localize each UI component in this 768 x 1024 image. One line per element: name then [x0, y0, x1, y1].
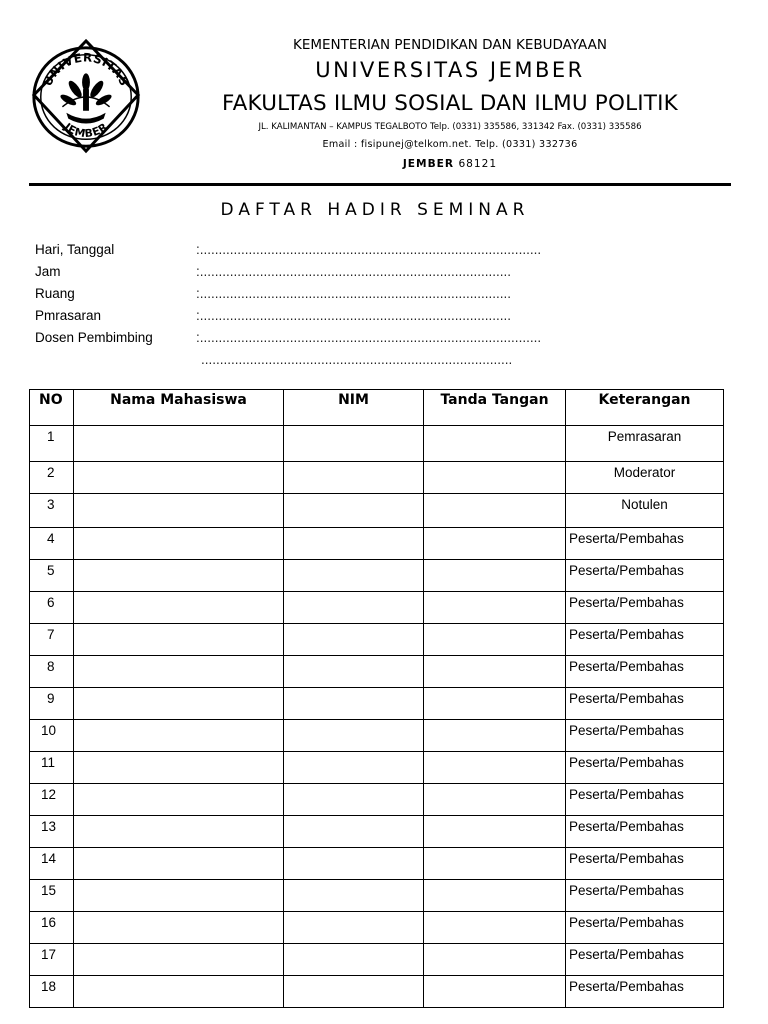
signature-cell[interactable]: [424, 624, 566, 656]
table-row: [30, 426, 724, 462]
info-fill-line: :...........................................................................................: [196, 242, 542, 257]
table-row: [30, 880, 724, 912]
remarks-cell: Peserta/Pembahas: [566, 752, 724, 784]
university-seal-icon: [27, 38, 145, 156]
nim-cell[interactable]: [284, 784, 424, 816]
nim-cell[interactable]: [284, 912, 424, 944]
row-number: 11: [30, 752, 74, 784]
table-row: [30, 528, 724, 560]
city-name: JEMBER: [402, 158, 455, 170]
column-header-no: NO: [30, 390, 74, 426]
info-label: Jam: [35, 264, 61, 279]
row-number: 5: [30, 560, 74, 592]
table-row: [30, 944, 724, 976]
table-row: [30, 752, 724, 784]
student-name-cell[interactable]: [74, 656, 284, 688]
postcode: 68121: [458, 158, 498, 170]
info-label: Hari, Tanggal: [35, 242, 115, 257]
row-number: 16: [30, 912, 74, 944]
faculty-name: FAKULTAS ILMU SOSIAL DAN ILMU POLITIK: [222, 91, 678, 116]
remarks-cell: Peserta/Pembahas: [566, 624, 724, 656]
signature-cell[interactable]: [424, 462, 566, 494]
column-header-nim: NIM: [284, 390, 424, 426]
student-name-cell[interactable]: [74, 688, 284, 720]
info-label: Pmrasaran: [35, 308, 102, 323]
nim-cell[interactable]: [284, 426, 424, 462]
table-row: [30, 688, 724, 720]
row-number: 8: [30, 656, 74, 688]
signature-cell[interactable]: [424, 880, 566, 912]
nim-cell[interactable]: [284, 656, 424, 688]
signature-cell[interactable]: [424, 752, 566, 784]
nim-cell[interactable]: [284, 592, 424, 624]
ministry-name: KEMENTERIAN PENDIDIKAN DAN KEBUDAYAAN: [293, 37, 607, 53]
remarks-cell: Peserta/Pembahas: [566, 560, 724, 592]
table-row: [30, 720, 724, 752]
student-name-cell[interactable]: [74, 528, 284, 560]
nim-cell[interactable]: [284, 688, 424, 720]
student-name-cell[interactable]: [74, 944, 284, 976]
table-row: [30, 656, 724, 688]
nim-cell[interactable]: [284, 560, 424, 592]
row-number: 13: [30, 816, 74, 848]
remarks-cell: Moderator: [566, 462, 724, 494]
table-row: [30, 816, 724, 848]
letterhead: [0, 0, 768, 190]
row-number: 7: [30, 624, 74, 656]
student-name-cell[interactable]: [74, 560, 284, 592]
signature-cell[interactable]: [424, 784, 566, 816]
row-number: 4: [30, 528, 74, 560]
info-fill-line: :...................................................................................: [196, 308, 512, 323]
student-name-cell[interactable]: [74, 912, 284, 944]
table-row: [30, 624, 724, 656]
table-row: [30, 848, 724, 880]
signature-cell[interactable]: [424, 426, 566, 462]
student-name-cell[interactable]: [74, 816, 284, 848]
signature-cell[interactable]: [424, 656, 566, 688]
row-number: 18: [30, 976, 74, 1008]
university-name: UNIVERSITAS JEMBER: [315, 58, 585, 82]
row-number: 10: [30, 720, 74, 752]
signature-cell[interactable]: [424, 528, 566, 560]
info-label: Ruang: [35, 286, 75, 301]
student-name-cell[interactable]: [74, 784, 284, 816]
nim-cell[interactable]: [284, 494, 424, 528]
nim-cell[interactable]: [284, 462, 424, 494]
signature-cell[interactable]: [424, 494, 566, 528]
table-row: [30, 784, 724, 816]
signature-cell[interactable]: [424, 560, 566, 592]
remarks-cell: Peserta/Pembahas: [566, 976, 724, 1008]
info-fill-line: :...................................................................................: [196, 286, 512, 301]
remarks-cell: Peserta/Pembahas: [566, 912, 724, 944]
info-label: Dosen Pembimbing: [35, 330, 153, 345]
seal-text-bottom: JEMBER: [61, 120, 111, 141]
student-name-cell[interactable]: [74, 848, 284, 880]
table-row: [30, 912, 724, 944]
student-name-cell[interactable]: [74, 720, 284, 752]
remarks-cell: Peserta/Pembahas: [566, 592, 724, 624]
student-name-cell[interactable]: [74, 752, 284, 784]
remarks-cell: Pemrasaran: [566, 426, 724, 462]
student-name-cell[interactable]: [74, 426, 284, 462]
remarks-cell: Peserta/Pembahas: [566, 720, 724, 752]
row-number: 2: [30, 462, 74, 494]
student-name-cell[interactable]: [74, 624, 284, 656]
column-header-remarks: Keterangan: [566, 390, 724, 426]
nim-cell[interactable]: [284, 880, 424, 912]
table-row: [30, 592, 724, 624]
remarks-cell: Peserta/Pembahas: [566, 688, 724, 720]
nim-cell[interactable]: [284, 624, 424, 656]
nim-cell[interactable]: [284, 848, 424, 880]
row-number: 15: [30, 880, 74, 912]
row-number: 12: [30, 784, 74, 816]
signature-cell[interactable]: [424, 976, 566, 1008]
table-row: [30, 976, 724, 1008]
nim-cell[interactable]: [284, 944, 424, 976]
remarks-cell: Notulen: [566, 494, 724, 528]
signature-cell[interactable]: [424, 688, 566, 720]
info-extra-fill-line: ...................................................................................: [201, 352, 513, 367]
student-name-cell[interactable]: [74, 976, 284, 1008]
student-name-cell[interactable]: [74, 462, 284, 494]
row-number: 6: [30, 592, 74, 624]
info-fill-line: :...........................................................................................: [196, 330, 542, 345]
signature-cell[interactable]: [424, 944, 566, 976]
nim-cell[interactable]: [284, 976, 424, 1008]
student-name-cell[interactable]: [74, 494, 284, 528]
table-row: [30, 494, 724, 528]
signature-cell[interactable]: [424, 816, 566, 848]
city-line: [150, 158, 750, 170]
student-name-cell[interactable]: [74, 880, 284, 912]
attendance-table: [29, 389, 724, 1008]
nim-cell[interactable]: [284, 816, 424, 848]
table-row: [30, 462, 724, 494]
remarks-cell: Peserta/Pembahas: [566, 656, 724, 688]
seal-text-top: UNIVERSITAS: [40, 50, 132, 89]
signature-cell[interactable]: [424, 912, 566, 944]
row-number: 3: [30, 494, 74, 528]
signature-cell[interactable]: [424, 848, 566, 880]
nim-cell[interactable]: [284, 720, 424, 752]
nim-cell[interactable]: [284, 752, 424, 784]
student-name-cell[interactable]: [74, 592, 284, 624]
row-number: 1: [30, 426, 74, 462]
remarks-cell: Peserta/Pembahas: [566, 816, 724, 848]
remarks-cell: Peserta/Pembahas: [566, 880, 724, 912]
row-number: 9: [30, 688, 74, 720]
address-line: JL. KALIMANTAN – KAMPUS TEGALBOTO Telp. (0331) 335586, 331342 Fax. (0331) 335586: [258, 122, 642, 132]
remarks-cell: Peserta/Pembahas: [566, 944, 724, 976]
attendance-rows: [30, 426, 724, 1008]
remarks-cell: Peserta/Pembahas: [566, 784, 724, 816]
table-row: [30, 560, 724, 592]
remarks-cell: Peserta/Pembahas: [566, 848, 724, 880]
signature-cell[interactable]: [424, 592, 566, 624]
row-number: 14: [30, 848, 74, 880]
column-header-signature: Tanda Tangan: [424, 390, 566, 426]
table-header-row: [30, 390, 724, 426]
header-divider: [29, 183, 731, 186]
row-number: 17: [30, 944, 74, 976]
email-line: Email : fisipunej@telkom.net. Telp. (0331) 332736: [322, 139, 578, 150]
column-header-name: Nama Mahasiswa: [74, 390, 284, 426]
info-fill-line: :...................................................................................: [196, 264, 512, 279]
nim-cell[interactable]: [284, 528, 424, 560]
document-title: DAFTAR HADIR SEMINAR: [220, 200, 530, 220]
remarks-cell: Peserta/Pembahas: [566, 528, 724, 560]
signature-cell[interactable]: [424, 720, 566, 752]
